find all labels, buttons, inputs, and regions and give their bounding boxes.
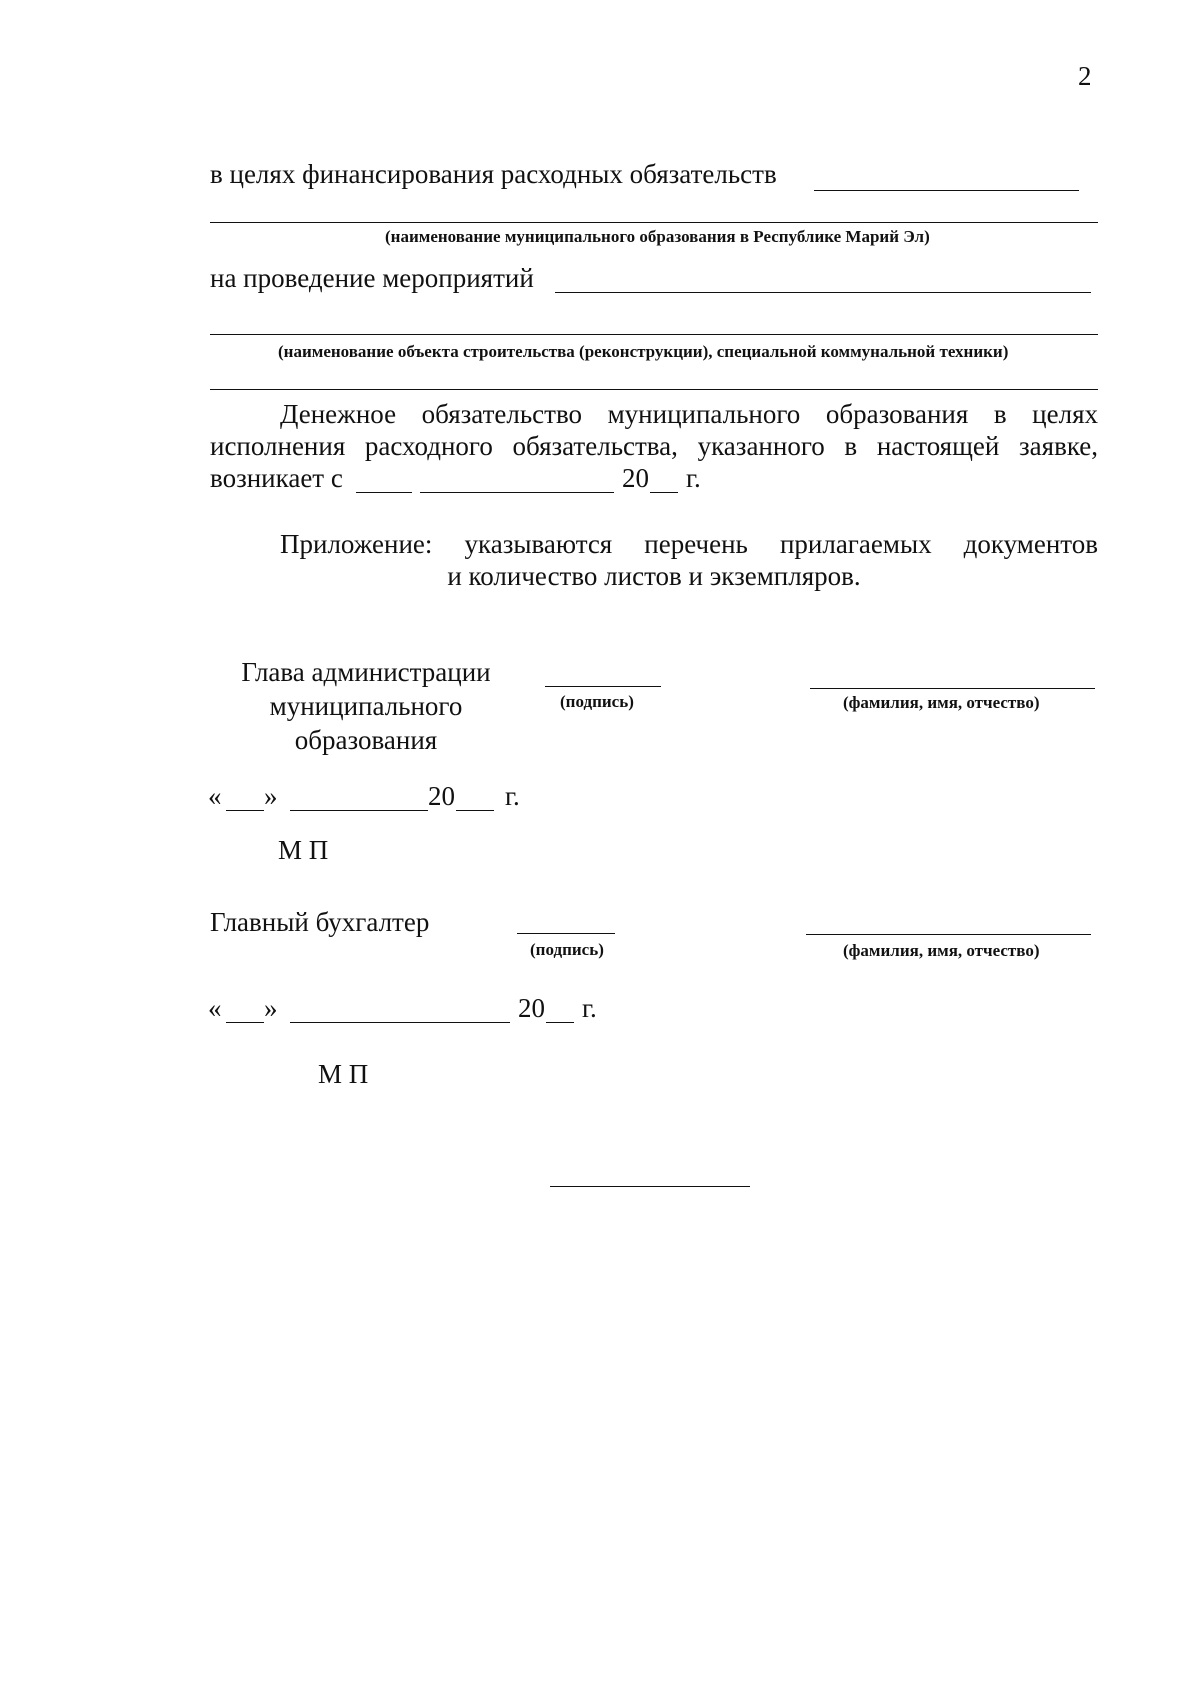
head-date-close-quote: » bbox=[264, 781, 278, 811]
head-name-caption: (фамилия, имя, отчество) bbox=[843, 693, 1040, 712]
object-caption: (наименование объекта строительства (реконструкции), специальной коммунальной техники) bbox=[278, 342, 1009, 361]
accountant-stamp-label: М П bbox=[318, 1059, 369, 1089]
head-title-line-3: образования bbox=[294, 725, 438, 755]
events-intro: на проведение мероприятий bbox=[210, 263, 534, 293]
funding-intro: в целях финансирования расходных обязательств bbox=[210, 159, 777, 189]
head-date-year-suffix: г. bbox=[505, 781, 520, 811]
obligation-year-blank bbox=[650, 492, 678, 493]
obligation-line-1: Денежное обязательство муниципального образования в целях bbox=[280, 399, 1098, 429]
obligation-year-suffix: г. bbox=[686, 463, 701, 493]
head-date-year-prefix: 20 bbox=[428, 781, 455, 811]
obligation-line-2: исполнения расходного обязательства, указанного в настоящей заявке, bbox=[210, 431, 1098, 461]
head-date-day-blank bbox=[226, 810, 264, 811]
municipality-blank-line bbox=[210, 222, 1098, 223]
head-stamp-label: М П bbox=[278, 835, 329, 865]
obligation-day-blank bbox=[356, 492, 412, 493]
accountant-signature-line bbox=[517, 933, 615, 934]
head-name-line bbox=[810, 688, 1095, 689]
object-blank-line-2 bbox=[210, 389, 1098, 390]
obligation-month-blank bbox=[420, 492, 614, 493]
accountant-date-close-quote: » bbox=[264, 993, 278, 1023]
accountant-date-open-quote: « bbox=[208, 993, 222, 1023]
page-number: 2 bbox=[1078, 61, 1092, 91]
head-date-open-quote: « bbox=[208, 781, 222, 811]
object-blank-line bbox=[210, 334, 1098, 335]
appendix-line-1: Приложение: указываются перечень прилагаемых документов bbox=[280, 529, 1098, 559]
accountant-date-year-blank bbox=[546, 1022, 574, 1023]
closing-separator-line bbox=[550, 1186, 750, 1187]
head-signature-caption: (подпись) bbox=[560, 692, 634, 711]
funding-blank-line bbox=[814, 190, 1079, 191]
head-signature-line bbox=[545, 686, 661, 687]
head-title-line-1: Глава администрации bbox=[241, 657, 491, 687]
events-blank-line bbox=[555, 292, 1091, 293]
accountant-title: Главный бухгалтер bbox=[210, 907, 430, 937]
accountant-signature-caption: (подпись) bbox=[530, 940, 604, 959]
accountant-date-year-suffix: г. bbox=[582, 993, 597, 1023]
head-title-line-2: муниципального bbox=[269, 691, 463, 721]
head-date-month-blank bbox=[290, 810, 428, 811]
municipality-caption: (наименование муниципального образования в Республике Марий Эл) bbox=[385, 227, 930, 246]
accountant-date-year-prefix: 20 bbox=[518, 993, 545, 1023]
obligation-line-3-start: возникает с bbox=[210, 463, 343, 493]
accountant-name-caption: (фамилия, имя, отчество) bbox=[843, 941, 1040, 960]
head-date-year-blank bbox=[456, 810, 494, 811]
obligation-year-prefix: 20 bbox=[622, 463, 649, 493]
accountant-name-line bbox=[806, 934, 1091, 935]
appendix-line-2: и количество листов и экземпляров. bbox=[447, 561, 861, 591]
accountant-date-day-blank bbox=[226, 1022, 264, 1023]
accountant-date-month-blank bbox=[290, 1022, 510, 1023]
